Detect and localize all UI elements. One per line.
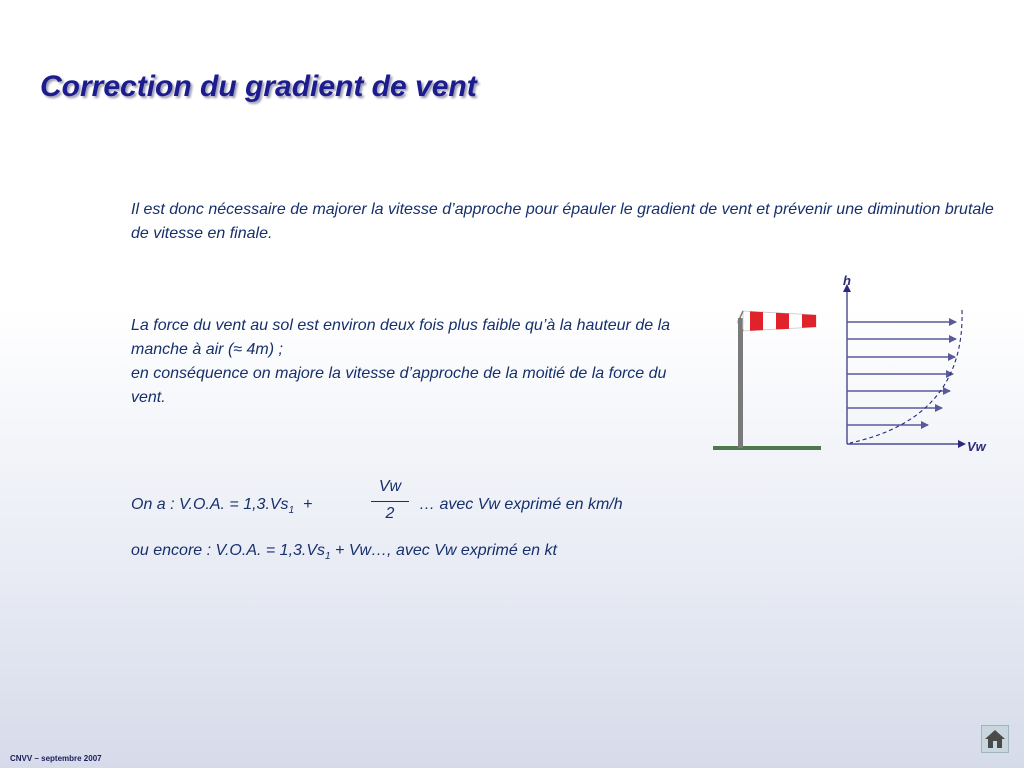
wind-gradient-diagram	[700, 268, 1000, 468]
y-axis-label: h	[843, 273, 851, 288]
wind-profile-curve	[850, 310, 962, 443]
formula-kmh-subscript: 1	[288, 505, 295, 517]
formula-kt-prefix: ou encore : V.O.A. = 1,3.Vs	[131, 542, 326, 559]
formula-kt-suffix: + Vw…, avec Vw exprimé en kt	[330, 542, 557, 559]
formula-kt	[131, 542, 557, 562]
fraction-denominator: 2	[385, 505, 395, 522]
explanation-line-1: La force du vent au sol est environ deux fois plus faible qu’à la hauteur de la manche à air (≈ 4m) ;	[131, 317, 671, 358]
windsock-pole	[738, 318, 743, 448]
fraction-bar	[371, 501, 409, 502]
wind-profile-arrows	[847, 322, 956, 425]
explanation-paragraph	[131, 314, 701, 410]
footer-text: CNVV – septembre 2007	[10, 754, 102, 763]
ground-line	[713, 446, 821, 450]
fraction-numerator: Vw	[378, 478, 402, 495]
formula-kmh-suffix: … avec Vw exprimé en km/h	[419, 496, 623, 513]
page-title: Correction du gradient de vent	[40, 70, 477, 103]
home-icon	[982, 726, 1008, 752]
x-axis-label: Vw	[967, 439, 986, 454]
home-button[interactable]	[981, 725, 1009, 753]
intro-paragraph: Il est donc nécessaire de majorer la vitesse d’approche pour épauler le gradient de vent et prévenir une diminution brutale de vitesse en finale.	[131, 201, 994, 242]
formula-kmh-lhs	[131, 496, 312, 516]
formula-fraction	[371, 478, 409, 523]
formula-kmh-plus: +	[303, 496, 313, 513]
windsock-icon	[738, 311, 816, 331]
formula-kmh-prefix: On a : V.O.A. = 1,3.Vs	[131, 496, 289, 513]
explanation-line-2: en conséquence on majore la vitesse d’approche de la moitié de la force du vent.	[131, 365, 667, 406]
formula-kt-subscript: 1	[325, 551, 331, 563]
